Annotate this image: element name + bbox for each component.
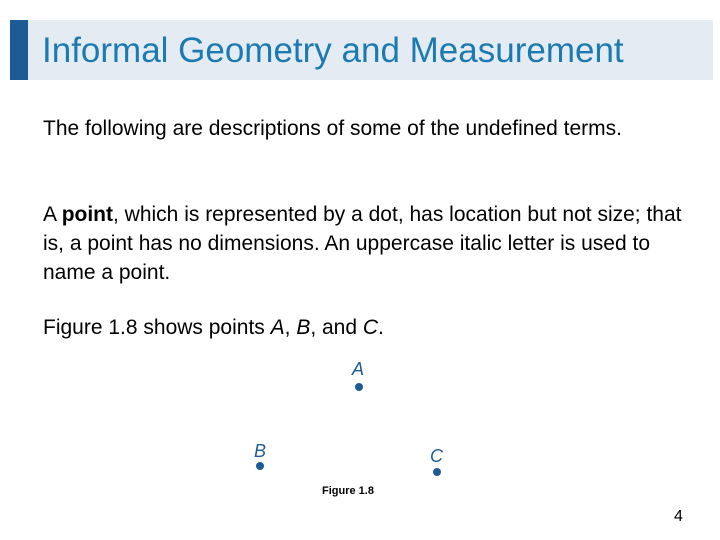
intro-paragraph: [43, 114, 693, 143]
figure-ref-prefix: Figure 1.8 shows points: [43, 316, 271, 339]
point-c-dot: [433, 468, 441, 476]
point-definition-paragraph: [43, 200, 693, 287]
point-b-dot: [256, 462, 264, 470]
point-name-b: B: [296, 316, 311, 339]
point-c-label: C: [430, 446, 443, 466]
figure-reference-paragraph: [43, 313, 693, 342]
title-accent-bar: [10, 20, 28, 80]
point-a-label: A: [352, 359, 365, 379]
point-name-a: A: [270, 316, 285, 339]
figure-ref-end: .: [378, 316, 384, 339]
point-b-label: B: [254, 441, 267, 461]
page-number: 4: [674, 508, 683, 525]
figure-ref-sep-1: ,: [284, 316, 297, 339]
point-a-dot: [355, 383, 363, 391]
slide-title: Informal Geometry and Measurement: [42, 31, 624, 70]
figure-caption: Figure 1.8: [322, 485, 374, 497]
intro-text: The following are descriptions of some of the undefined terms.: [43, 117, 622, 140]
title-bar: [10, 20, 713, 80]
definition-prefix: A: [43, 203, 62, 226]
point-name-c: C: [362, 316, 379, 339]
definition-body: , which is represented by a dot, has location but not size; that is, a point has no dimensions. An uppercase italic letter is used to name a point.: [43, 203, 682, 284]
term-point: point: [61, 203, 113, 226]
figure-ref-sep-2: , and: [310, 316, 363, 339]
